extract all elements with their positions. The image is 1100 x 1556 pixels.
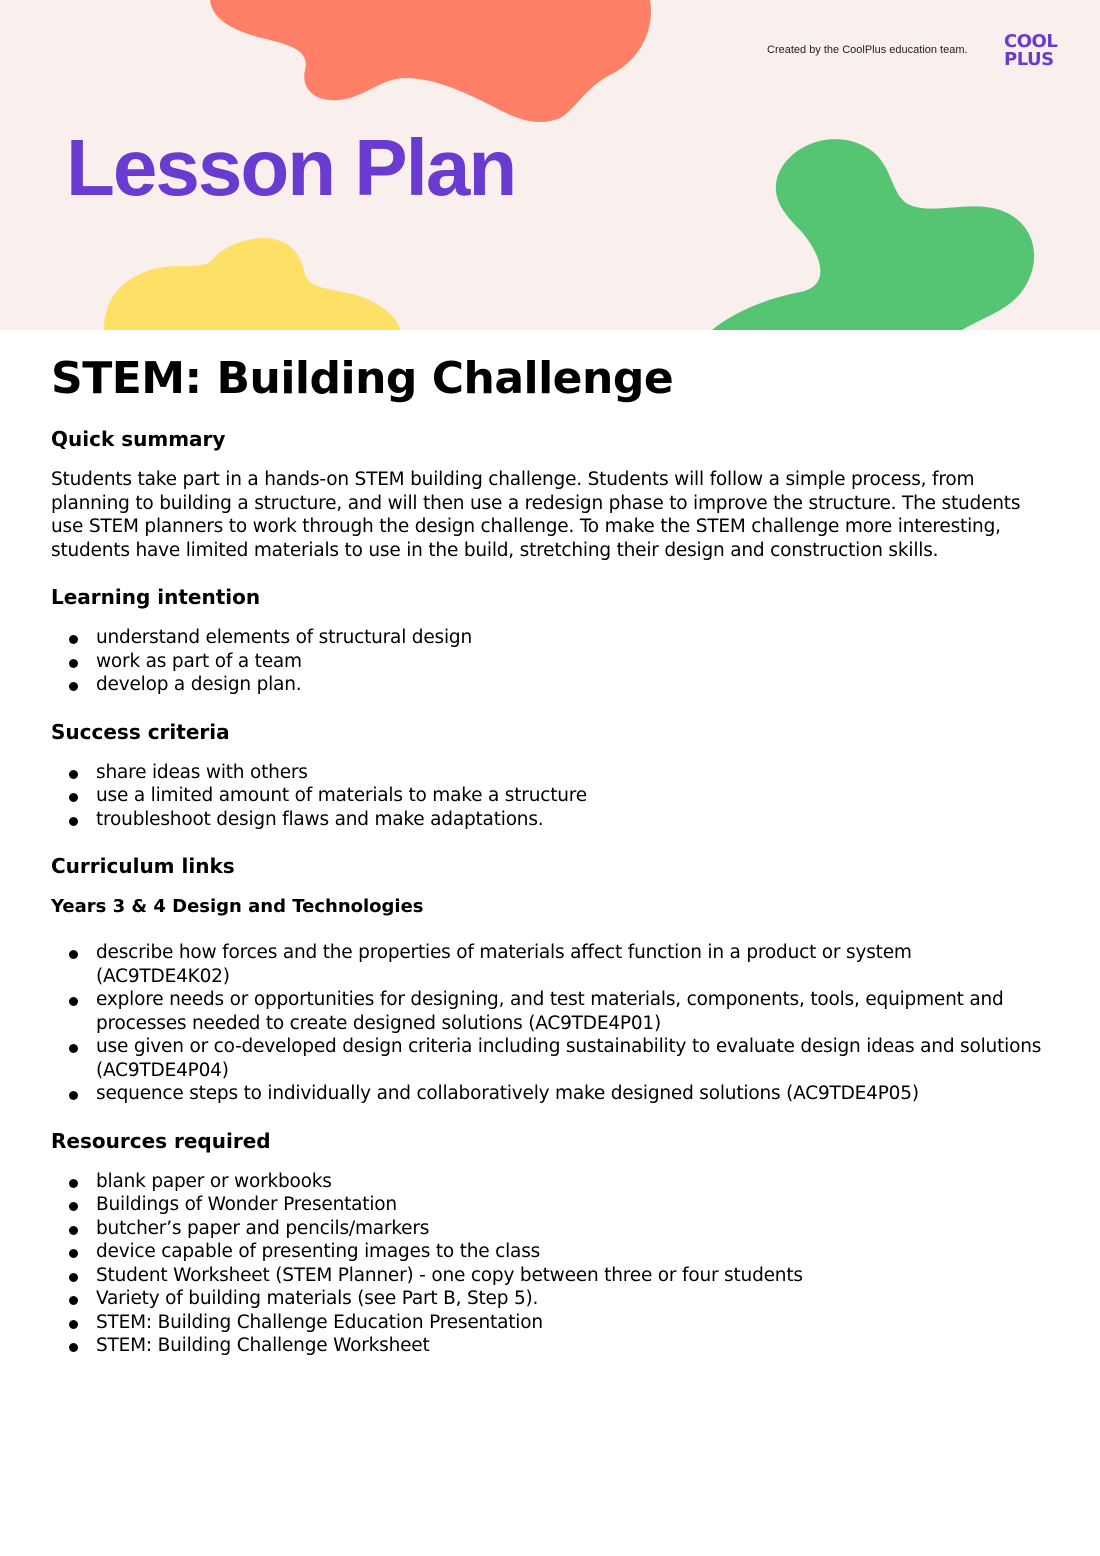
credit-text: Created by the CoolPlus education team. (767, 44, 968, 56)
quick-summary-section (51, 426, 1051, 562)
list-item: understand elements of structural design (51, 626, 1051, 650)
section-heading: Success criteria (51, 719, 230, 744)
section-heading: Quick summary (51, 427, 226, 451)
lesson-title: STEM: Building Challenge (51, 353, 674, 404)
curriculum-links-section (51, 853, 1051, 1106)
curriculum-list (51, 941, 1051, 1106)
learning-intention-section (51, 584, 1051, 697)
list-item: develop a design plan. (51, 673, 1051, 697)
list-item: STEM: Building Challenge Education Presentation (51, 1311, 1051, 1335)
header-banner (0, 0, 1100, 330)
green-blob (712, 139, 1034, 330)
coolplus-logo (1004, 33, 1068, 69)
list-item: Variety of building materials (see Part B, Step 5). (51, 1287, 1051, 1311)
list-item: sequence steps to individually and collaboratively make designed solutions (AC9TDE4P05) (51, 1082, 1051, 1106)
list-item: use a limited amount of materials to make a structure (51, 784, 1051, 808)
page-title: Lesson Plan (66, 123, 516, 212)
list-item: STEM: Building Challenge Worksheet (51, 1334, 1051, 1358)
resources-list (51, 1170, 1051, 1358)
list-item: share ideas with others (51, 761, 1051, 785)
list-item: use given or co-developed design criteria including sustainability to evaluate design ideas and solutions (AC9TDE4P04) (51, 1035, 1051, 1082)
success-criteria-list (51, 761, 1051, 832)
summary-text: Students take part in a hands-on STEM building challenge. Students will follow a simple process, from planning to building a structure, and will then use a redesign phase to improve the structure. The students use STEM planners to work through the design challenge. To make the STEM challenge more interesting, students have limited materials to use in the build, stretching their design and construction skills. (51, 469, 1021, 561)
list-item: device capable of presenting images to the class (51, 1240, 1051, 1264)
resources-section (51, 1128, 1051, 1358)
yellow-blob (104, 238, 400, 330)
list-item: explore needs or opportunities for designing, and test materials, components, tools, equipment and processes needed to create designed solutions (AC9TDE4P01) (51, 988, 1051, 1035)
section-heading: Resources required (51, 1128, 271, 1153)
section-heading: Curriculum links (51, 854, 235, 878)
success-criteria-section (51, 719, 1051, 832)
list-item: troubleshoot design flaws and make adaptations. (51, 808, 1051, 832)
section-heading: Learning intention (51, 585, 261, 609)
logo-line-1: COOL (1004, 31, 1058, 52)
list-item: Buildings of Wonder Presentation (51, 1193, 1051, 1217)
list-item: Student Worksheet (STEM Planner) - one copy between three or four students (51, 1264, 1051, 1288)
list-item: describe how forces and the properties of materials affect function in a product or system (AC9TDE4K02) (51, 941, 1051, 988)
coral-blob (210, 0, 651, 122)
list-item: butcher’s paper and pencils/markers (51, 1217, 1051, 1241)
lesson-content (51, 350, 1051, 1358)
learning-intention-list (51, 626, 1051, 697)
list-item: work as part of a team (51, 650, 1051, 674)
curriculum-subheading: Years 3 & 4 Design and Technologies (51, 896, 424, 917)
logo-line-2: PLUS (1004, 49, 1054, 70)
list-item: blank paper or workbooks (51, 1170, 1051, 1194)
